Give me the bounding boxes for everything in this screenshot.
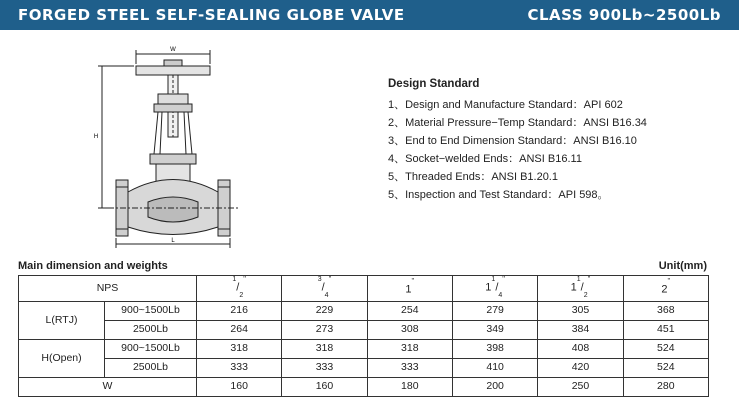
design-standard-item: 4、Socket−welded Ends：ANSI B16.11 xyxy=(388,153,582,165)
design-standard-heading: Design Standard xyxy=(388,78,480,90)
value-cell: 280 xyxy=(623,377,708,396)
value-cell: 318 xyxy=(367,339,452,358)
value-cell: 384 xyxy=(538,320,623,339)
value-cell: 333 xyxy=(197,358,282,377)
size-header: $^1/_2''$ xyxy=(197,276,282,302)
table-caption: Main dimension and weights xyxy=(18,260,168,272)
value-cell: 264 xyxy=(197,320,282,339)
value-cell: 308 xyxy=(367,320,452,339)
value-cell: 250 xyxy=(538,377,623,396)
value-cell: 160 xyxy=(197,377,282,396)
value-cell: 180 xyxy=(367,377,452,396)
value-cell: 273 xyxy=(282,320,367,339)
label-w: W xyxy=(170,47,176,53)
size-header: $^3/_4''$ xyxy=(282,276,367,302)
label-l: L xyxy=(171,238,175,244)
label-h: H xyxy=(93,134,99,140)
table-row xyxy=(19,301,709,320)
value-cell: 333 xyxy=(282,358,367,377)
class-cell: 900~1500Lb xyxy=(105,339,197,358)
value-cell: 318 xyxy=(197,339,282,358)
value-cell: 398 xyxy=(452,339,537,358)
design-standard-list xyxy=(388,96,728,204)
design-standard-item: 5、Threaded Ends：ANSI B1.20.1 xyxy=(388,171,558,183)
design-standard-item: 1、Design and Manufacture Standard：API 602 xyxy=(388,99,623,111)
unit-label: Unit(mm) xyxy=(658,260,707,272)
group-label: H(Open) xyxy=(19,339,105,377)
value-cell: 333 xyxy=(367,358,452,377)
value-cell: 318 xyxy=(282,339,367,358)
nps-header: NPS xyxy=(19,276,197,302)
value-cell: 524 xyxy=(623,358,708,377)
w-label: W xyxy=(19,377,197,396)
design-standard-item: 5、Inspection and Test Standard：API 598。 xyxy=(388,189,609,201)
design-standard-section xyxy=(388,78,728,204)
value-cell: 524 xyxy=(623,339,708,358)
size-header: $1^1/_2''$ xyxy=(538,276,623,302)
table-row xyxy=(19,358,709,377)
title-banner xyxy=(0,0,739,30)
value-cell: 410 xyxy=(452,358,537,377)
size-header: 1'' xyxy=(367,276,452,302)
value-cell: 229 xyxy=(282,301,367,320)
value-cell: 216 xyxy=(197,301,282,320)
size-header: $1^1/_4''$ xyxy=(452,276,537,302)
dimension-table xyxy=(18,275,709,397)
class-cell: 900~1500Lb xyxy=(105,301,197,320)
table-header-row xyxy=(19,276,709,302)
page-title: FORGED STEEL SELF-SEALING GLOBE VALVE xyxy=(18,6,405,24)
value-cell: 279 xyxy=(452,301,537,320)
class-rating: CLASS 900Lb~2500Lb xyxy=(527,6,721,24)
value-cell: 254 xyxy=(367,301,452,320)
value-cell: 160 xyxy=(282,377,367,396)
group-label: L(RTJ) xyxy=(19,301,105,339)
valve-drawing xyxy=(88,42,258,252)
value-cell: 349 xyxy=(452,320,537,339)
design-standard-item: 2、Material Pressure−Temp Standard：ANSI B16.34 xyxy=(388,117,647,129)
table-row xyxy=(19,339,709,358)
class-cell: 2500Lb xyxy=(105,320,197,339)
value-cell: 368 xyxy=(623,301,708,320)
value-cell: 200 xyxy=(452,377,537,396)
table-row xyxy=(19,320,709,339)
value-cell: 305 xyxy=(538,301,623,320)
table-row xyxy=(19,377,709,396)
value-cell: 451 xyxy=(623,320,708,339)
class-cell: 2500Lb xyxy=(105,358,197,377)
value-cell: 420 xyxy=(538,358,623,377)
value-cell: 408 xyxy=(538,339,623,358)
size-header: 2'' xyxy=(623,276,708,302)
design-standard-item: 3、End to End Dimension Standard：ANSI B16.10 xyxy=(388,135,637,147)
